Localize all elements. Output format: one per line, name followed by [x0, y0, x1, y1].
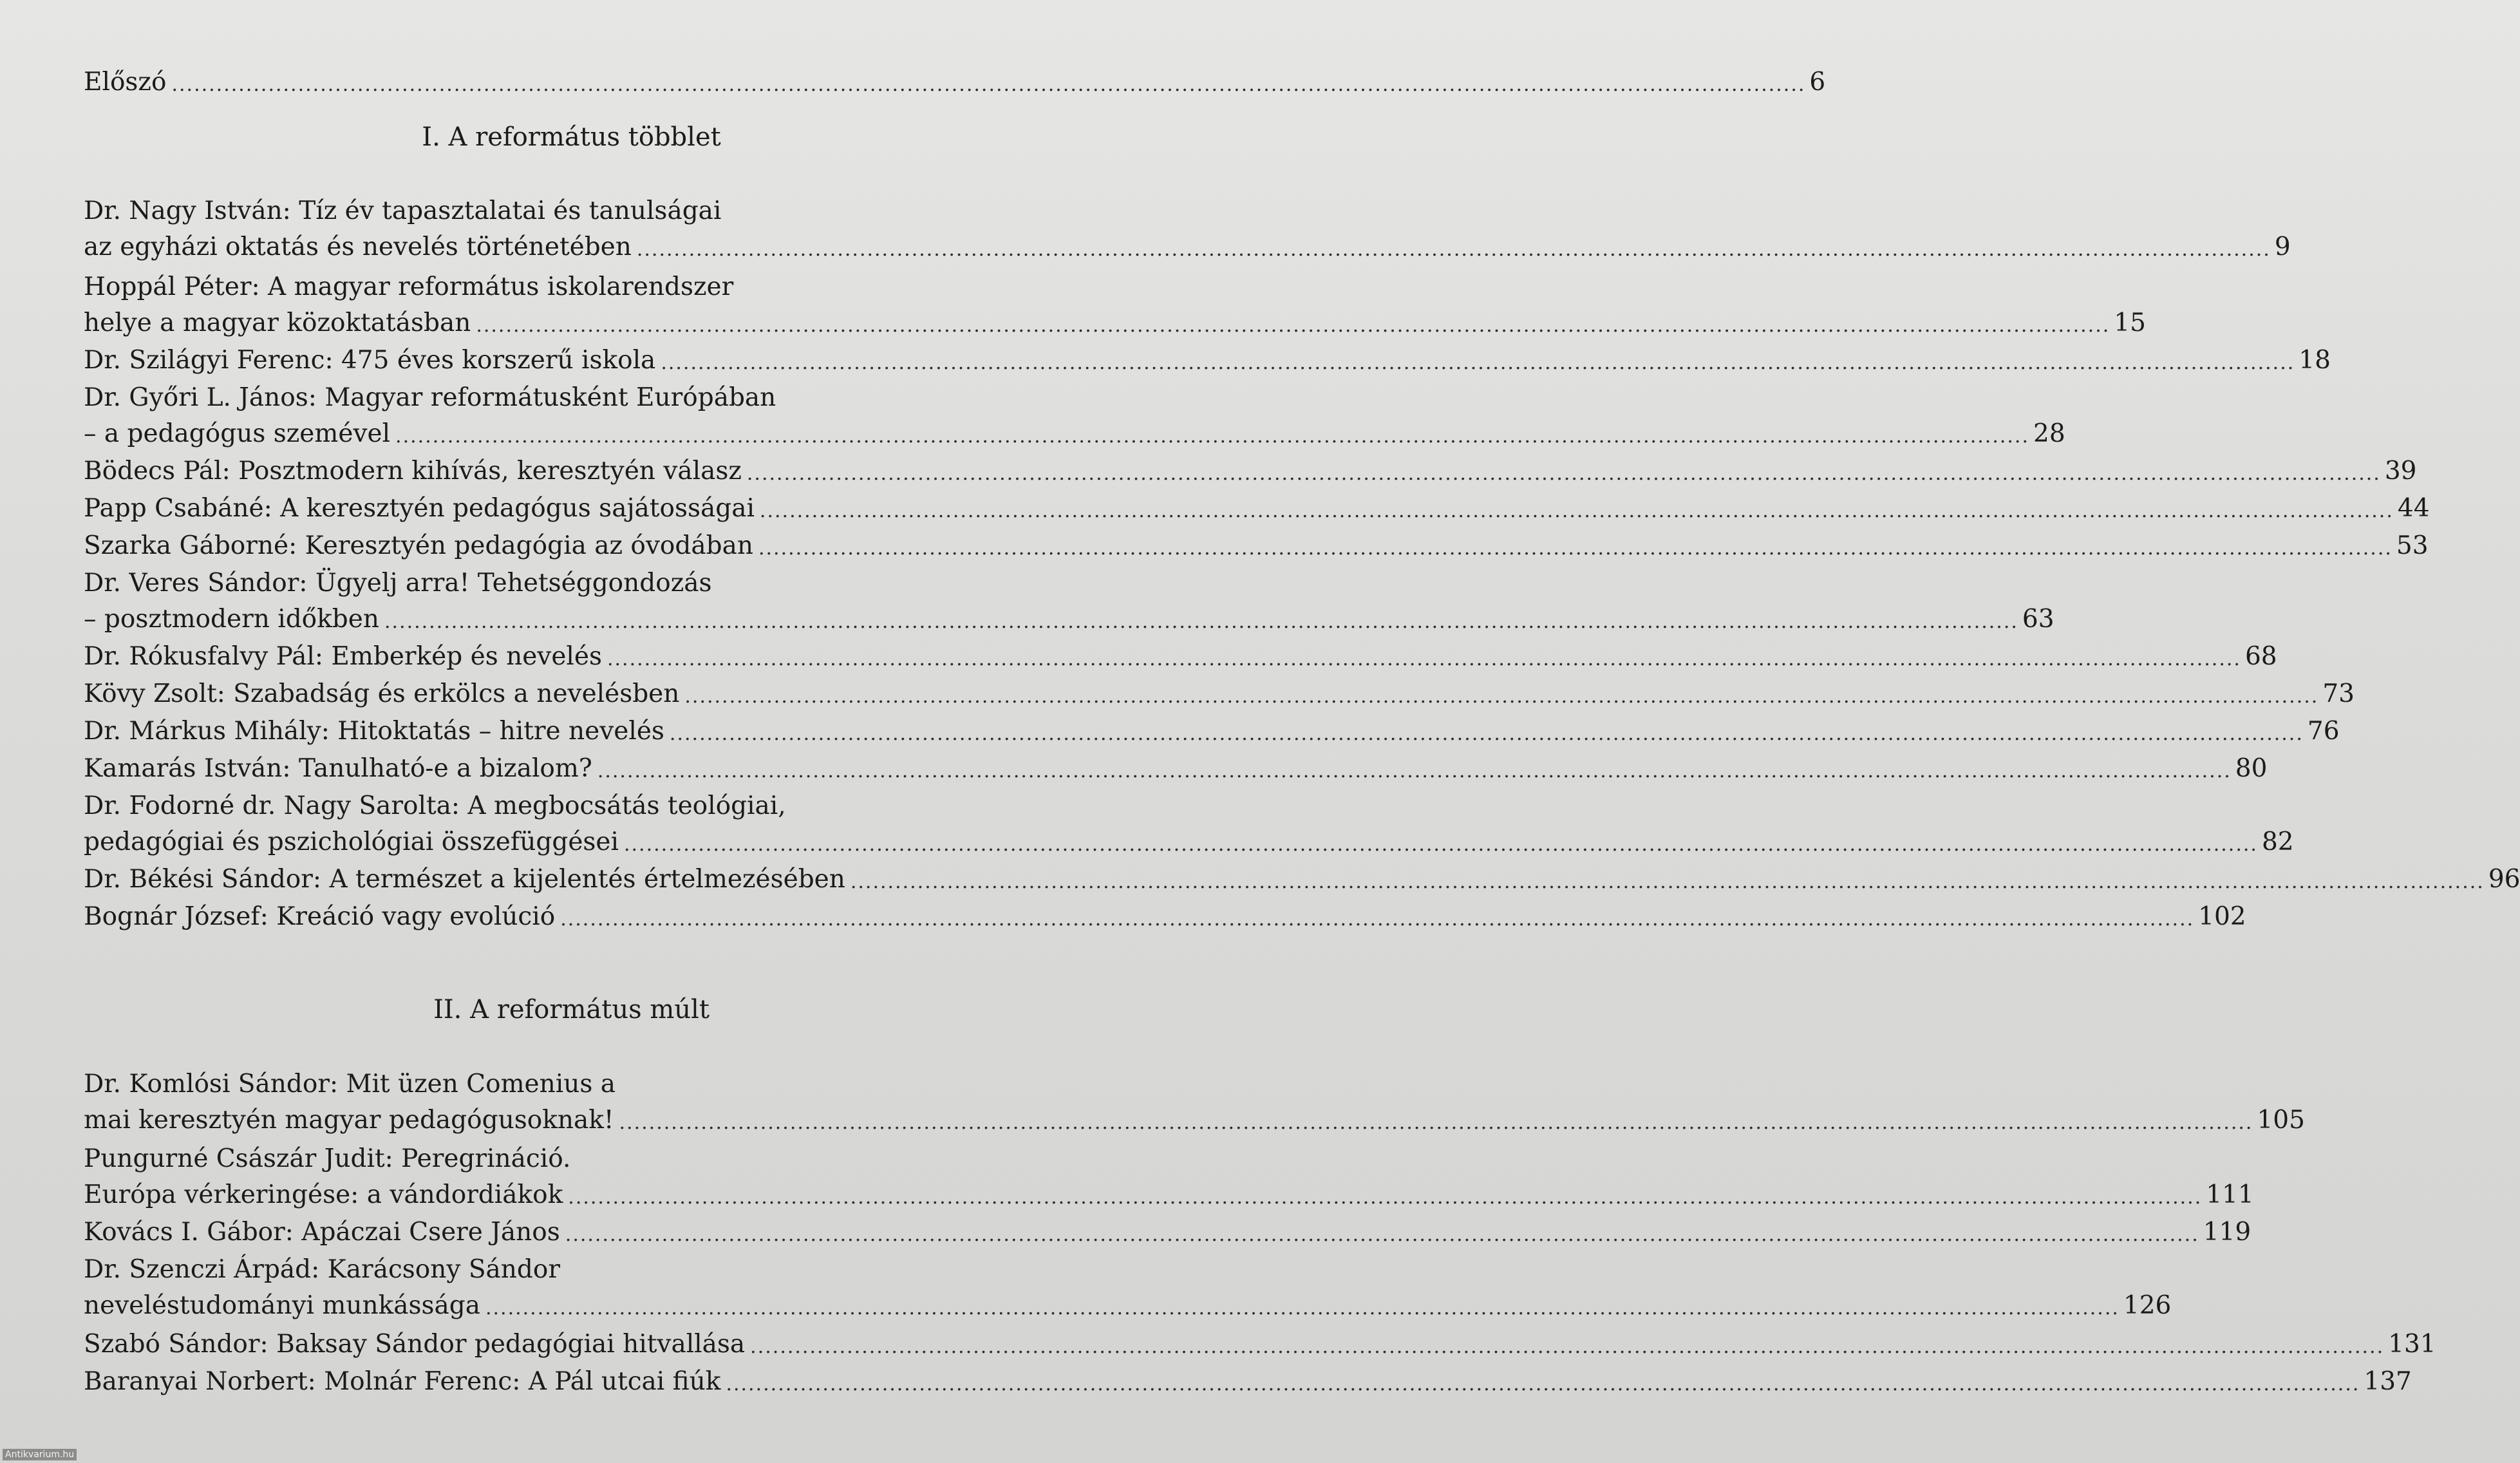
toc-page-number: 131 [2388, 1330, 2436, 1359]
toc-entry-preface [84, 64, 1826, 100]
toc-page-number: 63 [2022, 605, 2055, 634]
leader-dots: ............................................................................................................................................................................................................................ [171, 73, 1806, 96]
toc-entry-title: – a pedagógus szemével [84, 419, 391, 448]
toc-entry-title: Dr. Rókusfalvy Pál: Emberkép és nevelés [84, 642, 602, 671]
toc-entry-title: mai keresztyén magyar pedagógusoknak! [84, 1106, 614, 1135]
watermark: Antikvarium.hu [3, 1449, 77, 1460]
leader-dots: ............................................................................................................................................................................................................................ [597, 760, 2232, 782]
toc-entry [84, 193, 1059, 229]
leader-dots: ............................................................................................................................................................................................................................ [606, 648, 2241, 670]
section-title-1: I. A református többlet [422, 122, 721, 152]
toc-page-number: 9 [2274, 232, 2291, 261]
toc-entry-title: – posztmodern időkben [84, 605, 379, 634]
toc-entry [84, 380, 1059, 416]
toc-entry-title: neveléstudományi munkássága [84, 1291, 480, 1320]
toc-entry [84, 713, 2340, 750]
leader-dots: ............................................................................................................................................................................................................................ [636, 238, 2271, 261]
leader-dots: ............................................................................................................................................................................................................................ [384, 610, 2018, 633]
toc-entry-title: Dr. Veres Sándor: Ügyelj arra! Tehetséggondozás [84, 569, 712, 598]
toc-entry [84, 528, 2429, 564]
toc-page-number: 111 [2206, 1180, 2254, 1209]
toc-entry [84, 1066, 1059, 1102]
leader-dots: ............................................................................................................................................................................................................................ [395, 425, 2029, 448]
leader-dots: ............................................................................................................................................................................................................................ [726, 1373, 2360, 1395]
toc-entry-title: Szarka Gáborné: Keresztyén pedagógia az óvodában [84, 531, 753, 560]
toc-entry [84, 1252, 1059, 1288]
leader-dots: ............................................................................................................................................................................................................................ [746, 462, 2381, 485]
toc-entry [84, 862, 2520, 898]
toc-page-number: 96 [2488, 865, 2520, 894]
toc-page-number: 119 [2203, 1218, 2252, 1247]
toc-page-number: 6 [1809, 68, 1826, 97]
toc-entry [84, 1364, 2412, 1400]
leader-dots: ............................................................................................................................................................................................................................ [560, 908, 2195, 930]
toc-page-number: 18 [2299, 346, 2331, 375]
toc-entry [84, 751, 2268, 787]
toc-entry-title: Kamarás István: Tanulható-e a bizalom? [84, 754, 592, 783]
toc-entry-title: Dr. Fodorné dr. Nagy Sarolta: A megbocsátás teológiai, [84, 791, 786, 820]
toc-page-number: 137 [2364, 1367, 2412, 1396]
toc-page-number: 73 [2322, 679, 2355, 708]
leader-dots: ............................................................................................................................................................................................................................ [758, 537, 2393, 560]
toc-entry-title: Dr. Szilágyi Ferenc: 475 éves korszerű iskola [84, 346, 656, 375]
leader-dots: ............................................................................................................................................................................................................................ [669, 722, 2304, 745]
toc-page-number: 76 [2307, 717, 2340, 746]
toc-entry [84, 676, 2355, 712]
leader-dots: ............................................................................................................................................................................................................................ [661, 352, 2295, 374]
toc-entry [84, 229, 2291, 265]
toc-page-number: 68 [2244, 642, 2277, 671]
toc-entry-title: Dr. Nagy István: Tíz év tapasztalatai és tanulságai [84, 196, 722, 225]
toc-page-number: 105 [2257, 1106, 2305, 1135]
toc-entry-title: Dr. Győri L. János: Magyar reformátusként Európában [84, 383, 776, 412]
toc-entry [84, 1326, 2436, 1363]
toc-entry-title: az egyházi oktatás és nevelés történetében [84, 232, 632, 261]
leader-dots: ............................................................................................................................................................................................................................ [684, 685, 2319, 708]
toc-entry [84, 453, 2417, 489]
leader-dots: ............................................................................................................................................................................................................................ [850, 871, 2485, 893]
toc-entry [84, 565, 1059, 601]
toc-entry [84, 491, 2430, 527]
toc-entry-title: Dr. Békési Sándor: A természet a kijelentés értelmezésében [84, 865, 845, 894]
toc-entry [84, 1288, 2172, 1324]
leader-dots: ............................................................................................................................................................................................................................ [565, 1223, 2199, 1246]
toc-entry [84, 305, 2146, 341]
toc-entry [84, 639, 2277, 675]
leader-dots: ............................................................................................................................................................................................................................ [568, 1186, 2203, 1209]
toc-page-number: 53 [2396, 531, 2429, 560]
toc-page-number: 102 [2198, 902, 2246, 931]
section-title-2: II. A református múlt [433, 995, 710, 1024]
toc-entry-title: Szabó Sándor: Baksay Sándor pedagógiai hitvallása [84, 1330, 746, 1359]
leader-dots: ............................................................................................................................................................................................................................ [750, 1336, 2385, 1358]
leader-dots: ............................................................................................................................................................................................................................ [759, 500, 2394, 522]
leader-dots: ............................................................................................................................................................................................................................ [623, 833, 2258, 856]
toc-entry [84, 788, 1059, 824]
toc-entry-title: Előszó [84, 68, 167, 97]
toc-entry [84, 343, 2331, 379]
toc-page-number: 15 [2114, 308, 2146, 337]
toc-entry [84, 1102, 2305, 1138]
toc-entry [84, 601, 2055, 637]
toc-entry-title: Európa vérkeringése: a vándordiákok [84, 1180, 563, 1209]
toc-page-number: 82 [2261, 827, 2294, 856]
toc-entry [84, 1177, 2254, 1213]
toc-entry-title: Papp Csabáné: A keresztyén pedagógus sajátosságai [84, 494, 755, 523]
toc-page-number: 80 [2235, 754, 2268, 783]
toc-entry-title: Dr. Komlósi Sándor: Mit üzen Comenius a [84, 1070, 616, 1099]
toc-entry-title: Kövy Zsolt: Szabadság és erkölcs a nevelésben [84, 679, 680, 708]
toc-entry [84, 824, 2294, 860]
leader-dots: ............................................................................................................................................................................................................................ [476, 314, 2111, 337]
toc-entry-title: Pungurné Császár Judit: Peregrináció. [84, 1144, 571, 1173]
toc-entry-title: pedagógiai és pszichológiai összefüggései [84, 827, 619, 856]
toc-entry-title: Bognár József: Kreáció vagy evolúció [84, 902, 556, 931]
toc-page-number: 39 [2384, 457, 2417, 486]
toc-entry [84, 416, 2065, 452]
toc-entry-title: Dr. Szenczi Árpád: Karácsony Sándor [84, 1255, 561, 1284]
toc-page-number: 126 [2123, 1291, 2172, 1320]
toc-entry-title: Hoppál Péter: A magyar református iskolarendszer [84, 272, 734, 301]
toc-entry-title: helye a magyar közoktatásban [84, 308, 471, 337]
toc-entry [84, 269, 1059, 305]
toc-page-number: 28 [2033, 419, 2065, 448]
toc-entry [84, 899, 2246, 935]
toc-page [84, 39, 2520, 1430]
leader-dots: ............................................................................................................................................................................................................................ [485, 1297, 2120, 1319]
leader-dots: ............................................................................................................................................................................................................................ [619, 1111, 2253, 1134]
toc-page-number: 44 [2397, 494, 2430, 523]
toc-entry [84, 1141, 1059, 1177]
toc-entry-title: Bödecs Pál: Posztmodern kihívás, keresztyén válasz [84, 457, 742, 486]
toc-entry [84, 1214, 2252, 1251]
toc-entry-title: Baranyai Norbert: Molnár Ferenc: A Pál utcai fiúk [84, 1367, 721, 1396]
toc-entry-title: Kovács I. Gábor: Apáczai Csere János [84, 1218, 560, 1247]
toc-entry-title: Dr. Márkus Mihály: Hitoktatás – hitre nevelés [84, 717, 664, 746]
